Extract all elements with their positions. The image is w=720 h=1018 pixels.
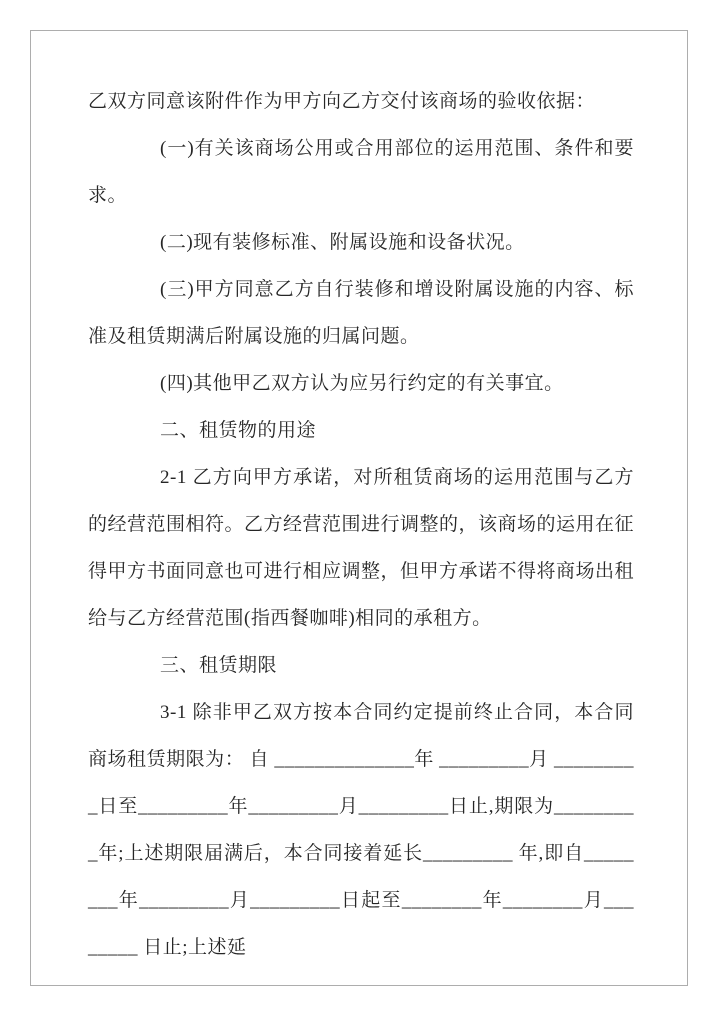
paragraph: (三)甲方同意乙方自行装修和增设附属设施的内容、标准及租赁期满后附属设施的归属问题。 — [88, 279, 634, 347]
document-content — [88, 78, 634, 971]
section-heading: 三、租赁期限 — [160, 655, 278, 676]
paragraph: (二)现有装修标准、附属设施和设备状况。 — [160, 232, 525, 253]
paragraph: 3-1 除非甲乙双方按本合同约定提前终止合同，本合同商场租赁期限为： 自 ______________年 _________月 _________日至_________年_________月_________日止,期限为_________年;上述期限届满后，本合同接着延长_________ 年,即自________年_________月_________日起至________年________月________ 日止;上述延 — [88, 702, 634, 958]
paragraph: (一)有关该商场公用或合用部位的运用范围、条件和要求。 — [88, 138, 634, 206]
paragraph: 2-1 乙方向甲方承诺，对所租赁商场的运用范围与乙方的经营范围相符。乙方经营范围进行调整的，该商场的运用在征得甲方书面同意也可进行相应调整，但甲方承诺不得将商场出租给与乙方经营范围(指西餐咖啡)相同的承租方。 — [88, 467, 635, 629]
document-page — [30, 30, 688, 986]
section-heading: 二、租赁物的用途 — [160, 420, 317, 441]
paragraph: (四)其他甲乙双方认为应另行约定的有关事宜。 — [160, 373, 564, 394]
paragraph: 乙双方同意该附件作为甲方向乙方交付该商场的验收依据： — [88, 91, 596, 112]
